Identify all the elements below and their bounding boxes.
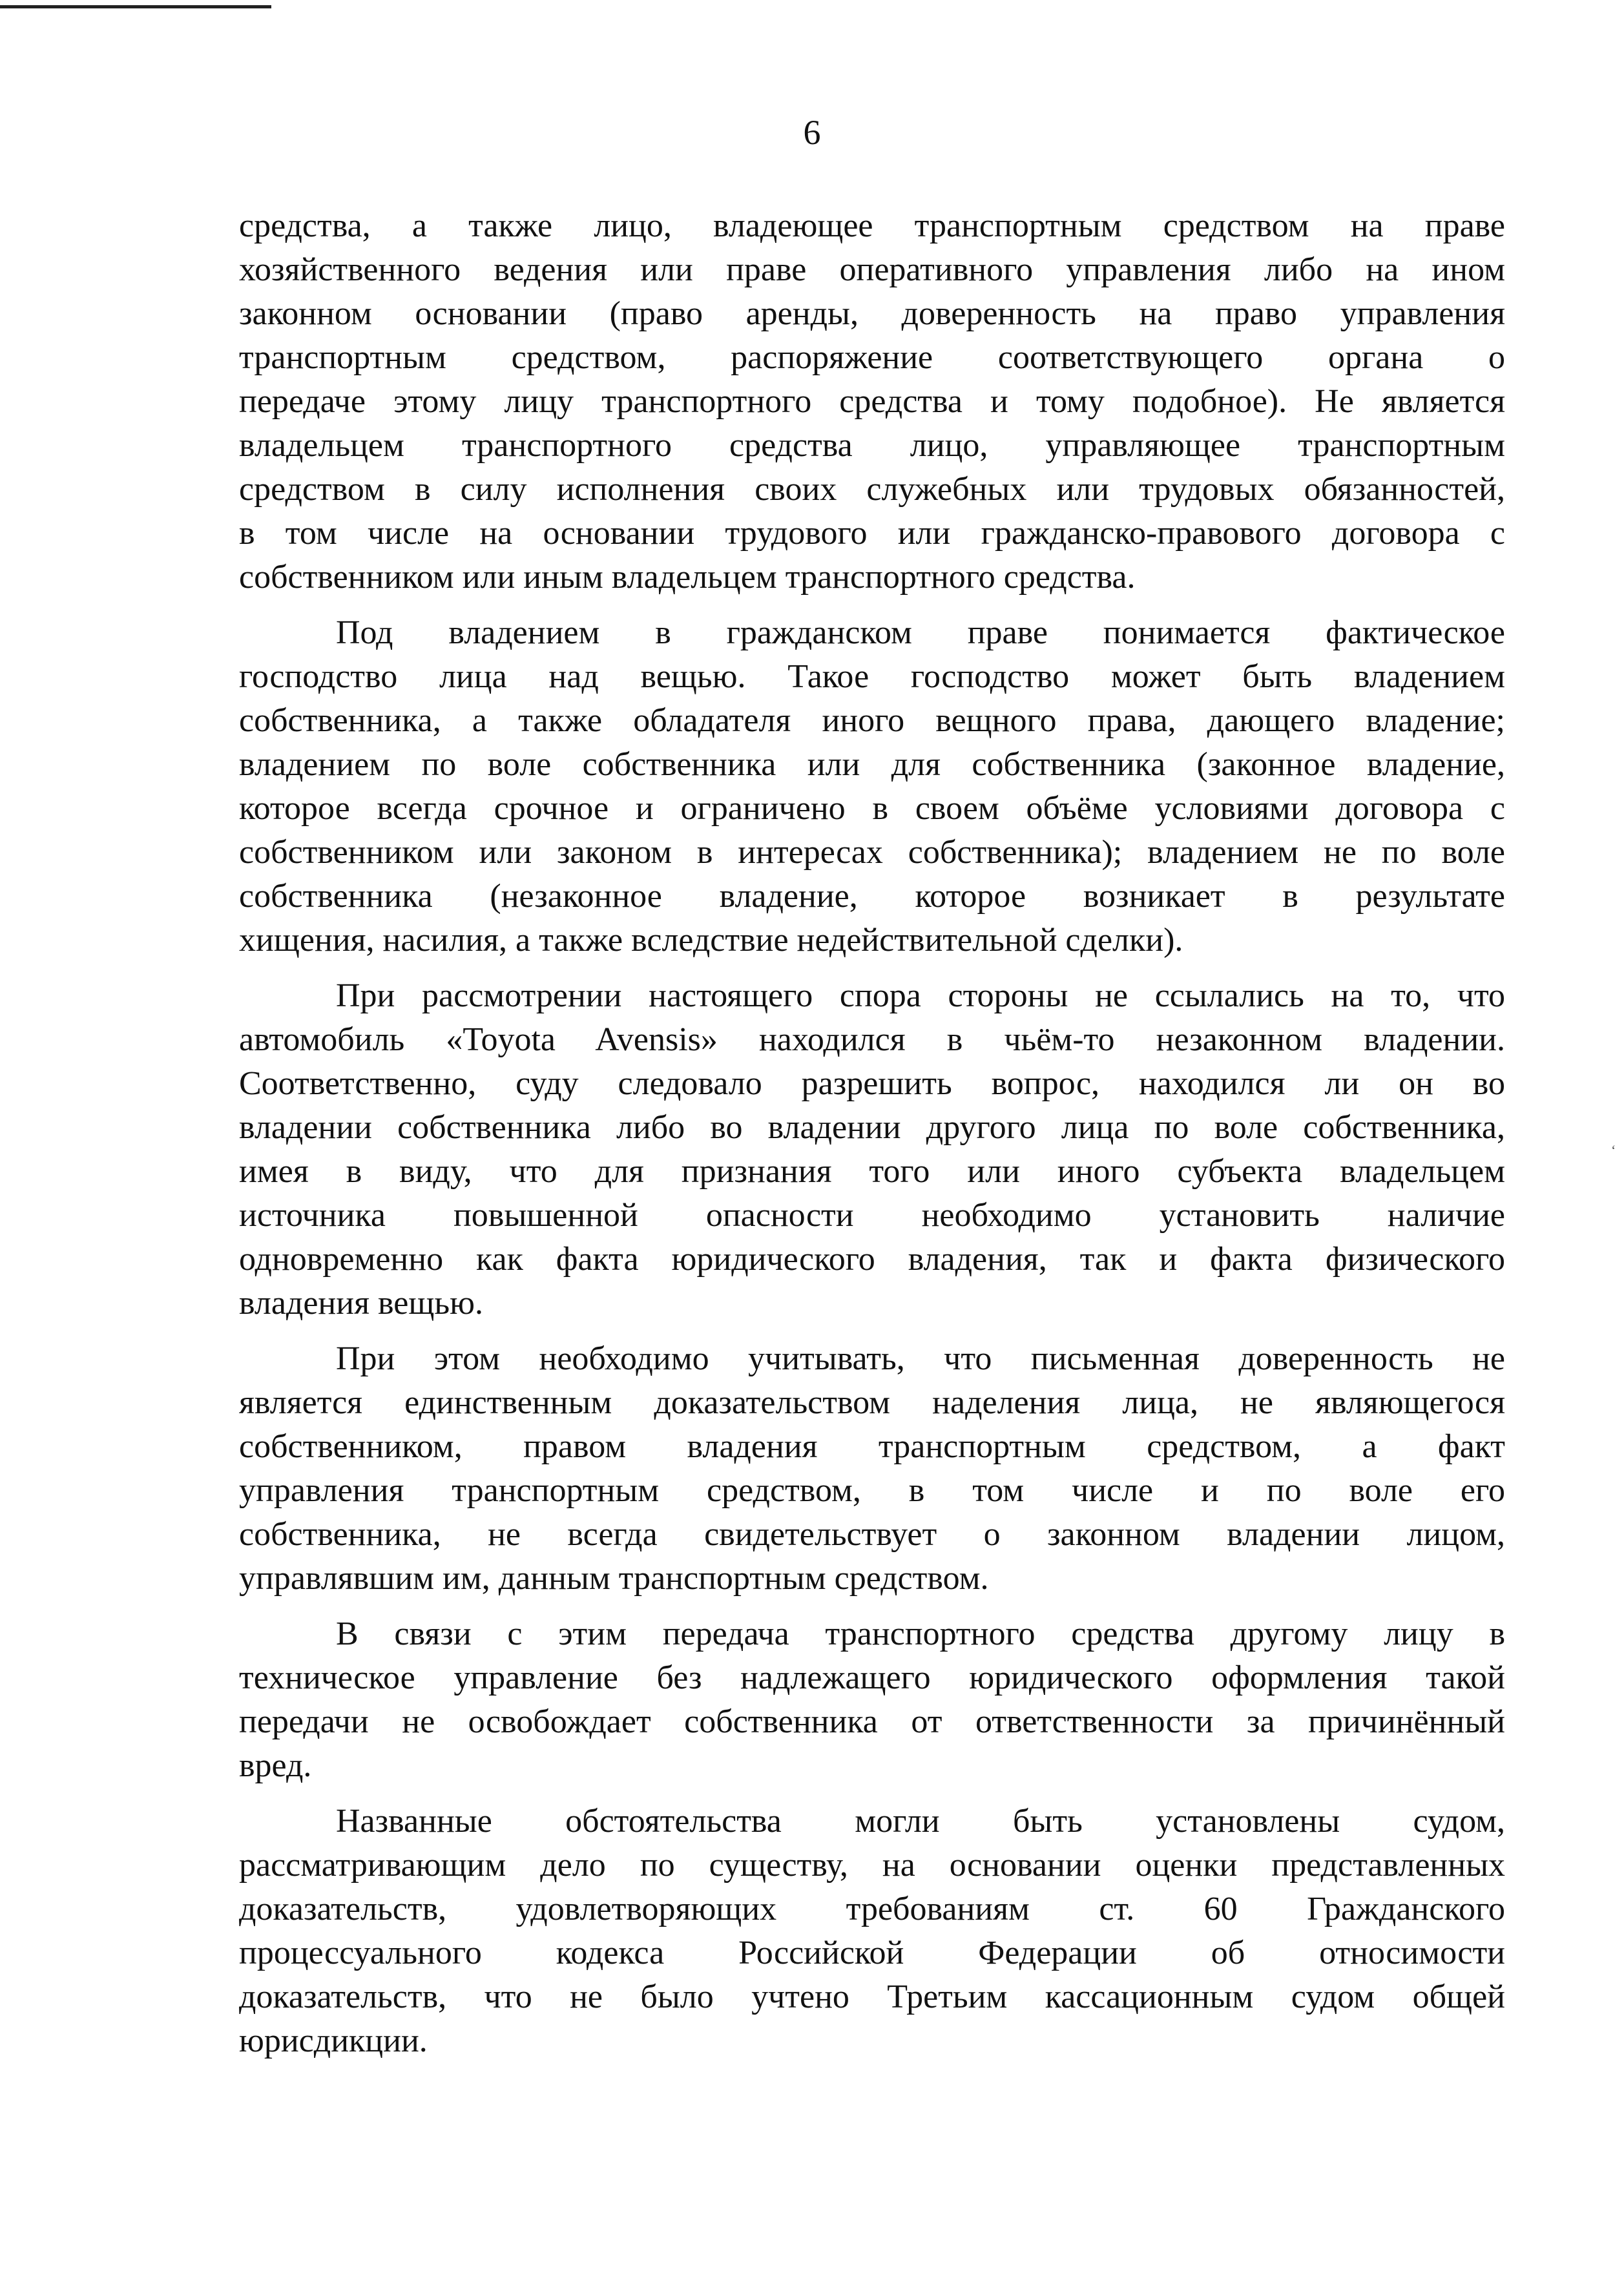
- paragraph-5: [239, 1612, 1505, 1788]
- paragraph-1: [239, 204, 1505, 599]
- text-line: владении собственника либо во владении другого лица по воле собственника,: [239, 1109, 1505, 1146]
- text-line: автомобиль «Toyota Avensis» находился в чьём-то незаконном владении.: [239, 1021, 1505, 1058]
- text-line: источника повышенной опасности необходимо установить наличие: [239, 1197, 1505, 1234]
- text-line: собственника, а также обладателя иного вещного права, дающего владение;: [239, 702, 1505, 739]
- text-line: хищения, насилия, а также вследствие недействительной сделки).: [239, 922, 1183, 959]
- text-line: доказательств, удовлетворяющих требованиям ст. 60 Гражданского: [239, 1891, 1505, 1927]
- text-line: средством в силу исполнения своих служебных или трудовых обязанностей,: [239, 471, 1505, 508]
- text-line: собственника (незаконное владение, которое возникает в результате: [239, 878, 1505, 915]
- text-line: владением по воле собственника или для собственника (законное владение,: [239, 746, 1505, 783]
- text-line: В связи с этим передача транспортного средства другому лицу в: [336, 1615, 1505, 1652]
- text-line: собственника, не всегда свидетельствует о законном владении лицом,: [239, 1516, 1505, 1553]
- text-line: владельцем транспортного средства лицо, управляющее транспортным: [239, 427, 1505, 464]
- paragraph-2: [239, 611, 1505, 962]
- page-number: 6: [803, 113, 821, 152]
- top-rule: [0, 5, 271, 8]
- text-line: При этом необходимо учитывать, что письменная доверенность не: [336, 1340, 1505, 1377]
- text-line: одновременно как факта юридического владения, так и факта физического: [239, 1241, 1505, 1278]
- text-line: собственником или иным владельцем транспортного средства.: [239, 559, 1136, 596]
- text-line: владения вещью.: [239, 1285, 483, 1322]
- text-line: управления транспортным средством, в том числе и по воле его: [239, 1472, 1505, 1509]
- text-line: юрисдикции.: [239, 2022, 428, 2059]
- text-line: управлявшим им, данным транспортным средством.: [239, 1560, 989, 1597]
- document-body: [239, 204, 1505, 2075]
- text-line: транспортным средством, распоряжение соответствующего органа о: [239, 339, 1505, 376]
- text-line: средства, а также лицо, владеющее транспортным средством на праве: [239, 207, 1505, 244]
- text-line: которое всегда срочное и ограничено в своем объёме условиями договора с: [239, 790, 1505, 827]
- paragraph-4: [239, 1337, 1505, 1601]
- text-line: процессуального кодекса Российской Федерации об относимости: [239, 1935, 1505, 1971]
- text-line: законном основании (право аренды, доверенность на право управления: [239, 295, 1505, 332]
- text-line: техническое управление без надлежащего юридического оформления такой: [239, 1659, 1505, 1696]
- text-line: собственником, правом владения транспортным средством, а факт: [239, 1428, 1505, 1465]
- text-line: является единственным доказательством наделения лица, не являющегося: [239, 1384, 1505, 1421]
- text-line: рассматривающим дело по существу, на основании оценки представленных: [239, 1847, 1505, 1884]
- text-line: хозяйственного ведения или праве оперативного управления либо на ином: [239, 251, 1505, 288]
- margin-mark: ʻ: [1611, 1142, 1616, 1158]
- paragraph-3: [239, 974, 1505, 1325]
- text-line: При рассмотрении настоящего спора стороны не ссылались на то, что: [336, 977, 1505, 1014]
- text-line: в том числе на основании трудового или гражданско-правового договора с: [239, 515, 1505, 552]
- text-line: господство лица над вещью. Такое господство может быть владением: [239, 658, 1505, 695]
- text-line: имея в виду, что для признания того или иного субъекта владельцем: [239, 1153, 1505, 1190]
- text-line: Названные обстоятельства могли быть установлены судом,: [336, 1803, 1505, 1840]
- text-line: передачи не освобождает собственника от ответственности за причинённый: [239, 1703, 1505, 1740]
- text-line: Под владением в гражданском праве понимается фактическое: [336, 614, 1505, 651]
- text-line: передаче этому лицу транспортного средства и тому подобное). Не является: [239, 383, 1505, 420]
- text-line: Соответственно, суду следовало разрешить вопрос, находился ли он во: [239, 1065, 1505, 1102]
- text-line: доказательств, что не было учтено Третьим кассационным судом общей: [239, 1978, 1505, 2015]
- paragraph-6: [239, 1800, 1505, 2063]
- text-line: вред.: [239, 1747, 312, 1784]
- text-line: собственником или законом в интересах собственника); владением не по воле: [239, 834, 1505, 871]
